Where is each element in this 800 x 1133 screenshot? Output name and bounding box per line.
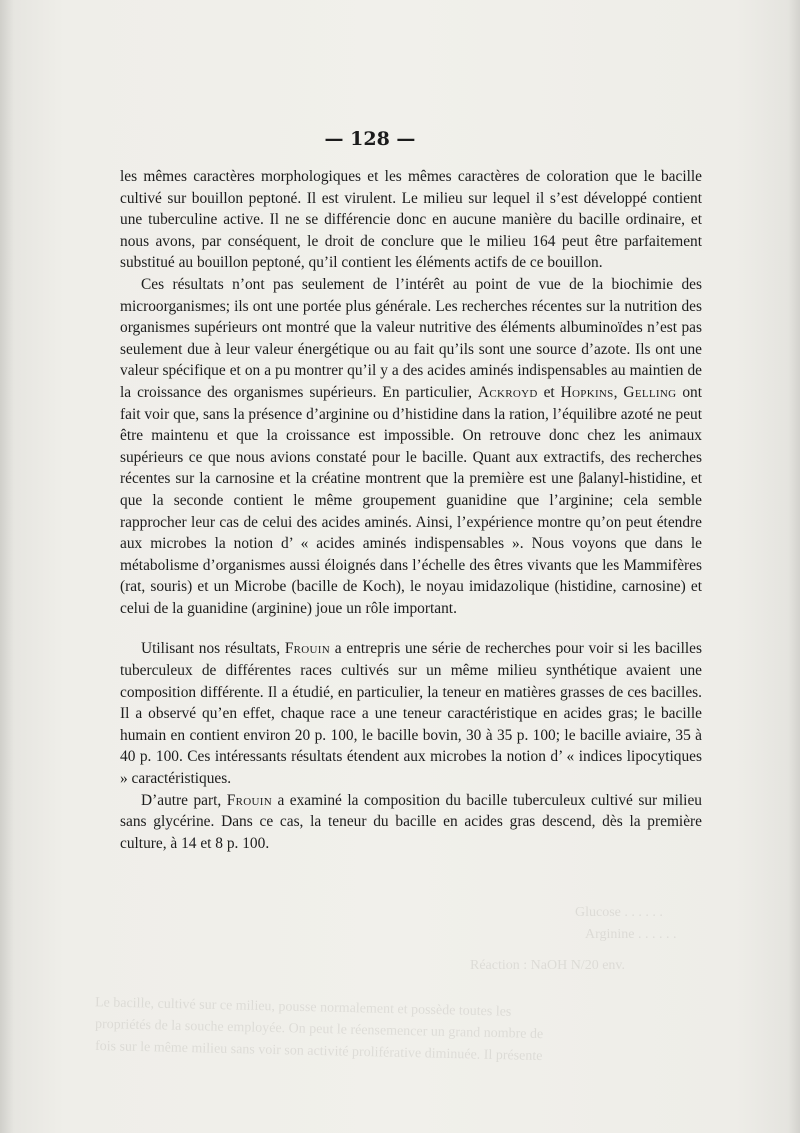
paragraph-2: [120, 274, 702, 620]
show-through-text: fois sur le même milieu sans voir son activité proliférative diminuée. Il présente: [94, 1038, 543, 1065]
paragraph-2-text-a: Ces résultats n’ont pas seulement de l’intérêt au point de vue de la biochimie des microorganismes; ils ont une portée plus générale. Les recherches récentes sur la nutrition des organismes supérieurs ont montré que la valeur nutritive des éléments albuminoïdes n’est pas seulement due à leur valeur énergétique ou au fait qu’ils sont une source d’azote. Ils ont une valeur spécifique et on a pu montrer qu’il y a des acides aminés indispensables au maintien de la croissance des organismes supérieurs. En particulier,: [120, 275, 702, 401]
author-name: Hopkins: [560, 383, 614, 401]
paragraph-1: les mêmes caractères morphologiques et les mêmes caractères de coloration que le bacille cultivé sur bouillon peptoné. Il est virulent. Le milieu sur lequel il s’est développé contient une tuberculine active. Il ne se différencie donc en aucune manière du bacille ordinaire, et nous avons, par conséquent, le droit de conclure que le milieu 164 peut être parfaitement substitué au bouillon peptoné, qu’il contient les éléments actifs de ce bouillon.: [120, 168, 702, 272]
author-name: Frouin: [226, 791, 272, 809]
page-right-shadow: [788, 0, 800, 1133]
paragraph-3-text-a: Utilisant nos résultats,: [141, 640, 281, 658]
author-name: Ackroyd: [477, 383, 538, 401]
page-left-shadow: [0, 0, 14, 1133]
author-name: Gelling: [623, 383, 677, 401]
paragraph-2-text-d: ont fait voir que, sans la présence d’arginine ou d’histidine dans la ration, l’équilibre azoté ne peut être maintenu et que la croissance est impossible. On retrouve donc chez les animaux supérieurs ce que nous avions constaté pour le bacille. Quant aux extractifs, des recherches récentes sur la carnosine et la créatine montrent que la première est une βalanyl-histidine, et que la seconde contient le même groupement guanidine que l’arginine; cela semble rapprocher leur cas de celui des acides aminés. Ainsi, l’expérience montre qu’on peut étendre aux microbes la notion d’ « acides aminés indispensables ». Nous voyons que dans le métabolisme d’organismes aussi éloignés dans l’échelle des êtres vivants que les Mammifères (rat, souris) et un Microbe (bacille de Koch), le noyau imidazolique (histidine, carnosine) et celui de la guanidine (arginine) joue un rôle important.: [120, 383, 702, 617]
paragraph-4-text-a: D’autre part,: [141, 791, 222, 809]
paragraph-4-text-b: a examiné la composition du bacille tuberculeux cultivé sur milieu sans glycérine. Dans ce cas, la teneur du bacille en acides gras descend, dès la première culture, à 14 et 8 p. 100.: [120, 791, 702, 852]
author-name: Frouin: [284, 640, 331, 658]
paragraph-2-text-c: ,: [613, 383, 618, 401]
body-text: [120, 166, 702, 854]
paragraph-3-text-b: a entrepris une série de recherches pour voir si les bacilles tuberculeux de différentes races cultivés sur un même milieu synthétique avaient une composition différente. Il a étudié, en particulier, la teneur en matières grasses de ces bacilles. Il a observé qu’en effet, chaque race a une teneur caractéristique en acides gras; le bacille humain en contient environ 20 p. 100, le bacille bovin, 30 à 35 p. 100; le bacille aviaire, 35 à 40 p. 100. Ces intéressants résultats étendent aux microbes la notion d’ « indices lipocytiques » caractéristiques.: [120, 640, 702, 788]
show-through-text: Arginine . . . . . .: [585, 927, 677, 942]
paragraph-3: [120, 638, 702, 789]
paragraph-2-text-b: et: [543, 383, 555, 401]
show-through-text: Réaction : NaOH N/20 env.: [470, 958, 625, 973]
page-number: — 128 —: [324, 128, 416, 150]
show-through-text: Glucose . . . . . .: [575, 905, 663, 920]
show-through-text: propriétés de la souche employée. On peut le réensemencer un grand nombre de: [94, 1016, 544, 1043]
show-through-text: Le bacille, cultivé sur ce milieu, pousse normalement et possède toutes les: [94, 995, 512, 1020]
paragraph-4: [120, 790, 702, 855]
